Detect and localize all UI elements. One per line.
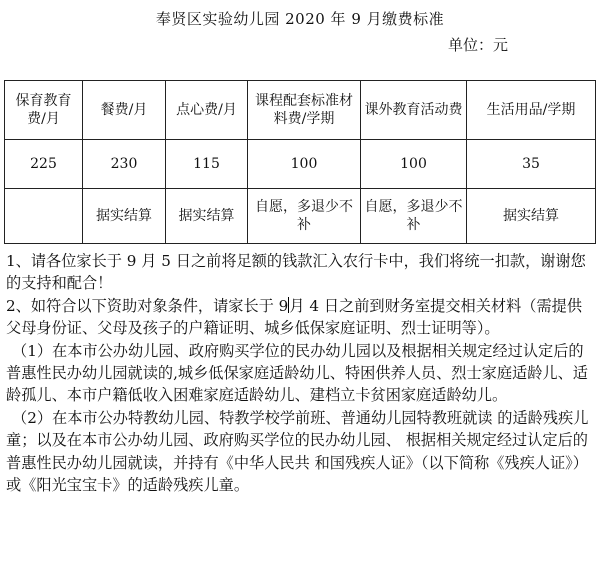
subsidy-note-part-1: 2、如符合以下资助对象条件，请家长于 9 <box>6 296 289 315</box>
header-cell-daily-supplies-fee: 生活用品/学期 <box>467 81 596 140</box>
subsidy-note-part-2: 月 4 日之前到财务室提交相关材料（需提供父母身份证、父母及孩子的户籍证明、城乡低保家庭证明、烈士证明等）。 <box>6 296 583 338</box>
header-cell-extracurricular-fee: 课外教育活动费 <box>361 81 467 140</box>
note-cell: 自愿，多退少不补 <box>248 189 361 244</box>
table-note-row <box>5 189 596 244</box>
notes-section <box>6 250 592 496</box>
subsidy-note <box>6 295 592 340</box>
note-cell <box>5 189 83 244</box>
header-cell-course-material-fee: 课程配套标准材料费/学期 <box>248 81 361 140</box>
note-cell: 据实结算 <box>83 189 166 244</box>
amount-cell: 100 <box>361 140 467 189</box>
unit-label: 单位：元 <box>447 36 508 54</box>
amount-cell: 230 <box>83 140 166 189</box>
page-title: 奉贤区实验幼儿园 2020 年 9 月缴费标准 <box>155 10 445 28</box>
payment-note: 1、请各位家长于 9 月 5 日之前将足额的钱款汇入农行卡中，我们将统一扣款，谢谢您的支持和配合！ <box>6 252 586 293</box>
fee-table <box>4 80 596 244</box>
subsidy-condition-2: （2）在本市公办特教幼儿园、特教学校学前班、普通幼儿园特教班就读 的适龄残疾儿童；以及在本市公办幼儿园、政府购买学位的民办幼儿园、 根据相关规定经过认定后的普惠性民办幼儿园就读，并持有《中华人民共 和国残疾人证》（以下简称《残疾人证》）或《阳光宝宝卡》的适龄残疾儿童。 <box>6 408 589 495</box>
note-cell: 据实结算 <box>166 189 248 244</box>
header-cell-meal-fee: 餐费/月 <box>83 81 166 140</box>
note-cell: 据实结算 <box>467 189 596 244</box>
header-cell-snack-fee: 点心费/月 <box>166 81 248 140</box>
amount-cell: 115 <box>166 140 248 189</box>
table-amount-row <box>5 140 596 189</box>
amount-cell: 100 <box>248 140 361 189</box>
subsidy-condition-1: （1）在本市公办幼儿园、政府购买学位的民办幼儿园以及根据相关规定经过认定后的普惠性民办幼儿园就读的,城乡低保家庭适龄幼儿、特困供养人员、烈士家庭适龄儿、适龄孤儿、本市户籍低收入困难家庭适龄幼儿、建档立卡贫困家庭适龄幼儿。 <box>6 341 588 405</box>
table-header-row <box>5 81 596 140</box>
amount-cell: 225 <box>5 140 83 189</box>
note-cell: 自愿，多退少不补 <box>361 189 467 244</box>
header-cell-childcare-fee: 保育教育费/月 <box>5 81 83 140</box>
amount-cell: 35 <box>467 140 596 189</box>
